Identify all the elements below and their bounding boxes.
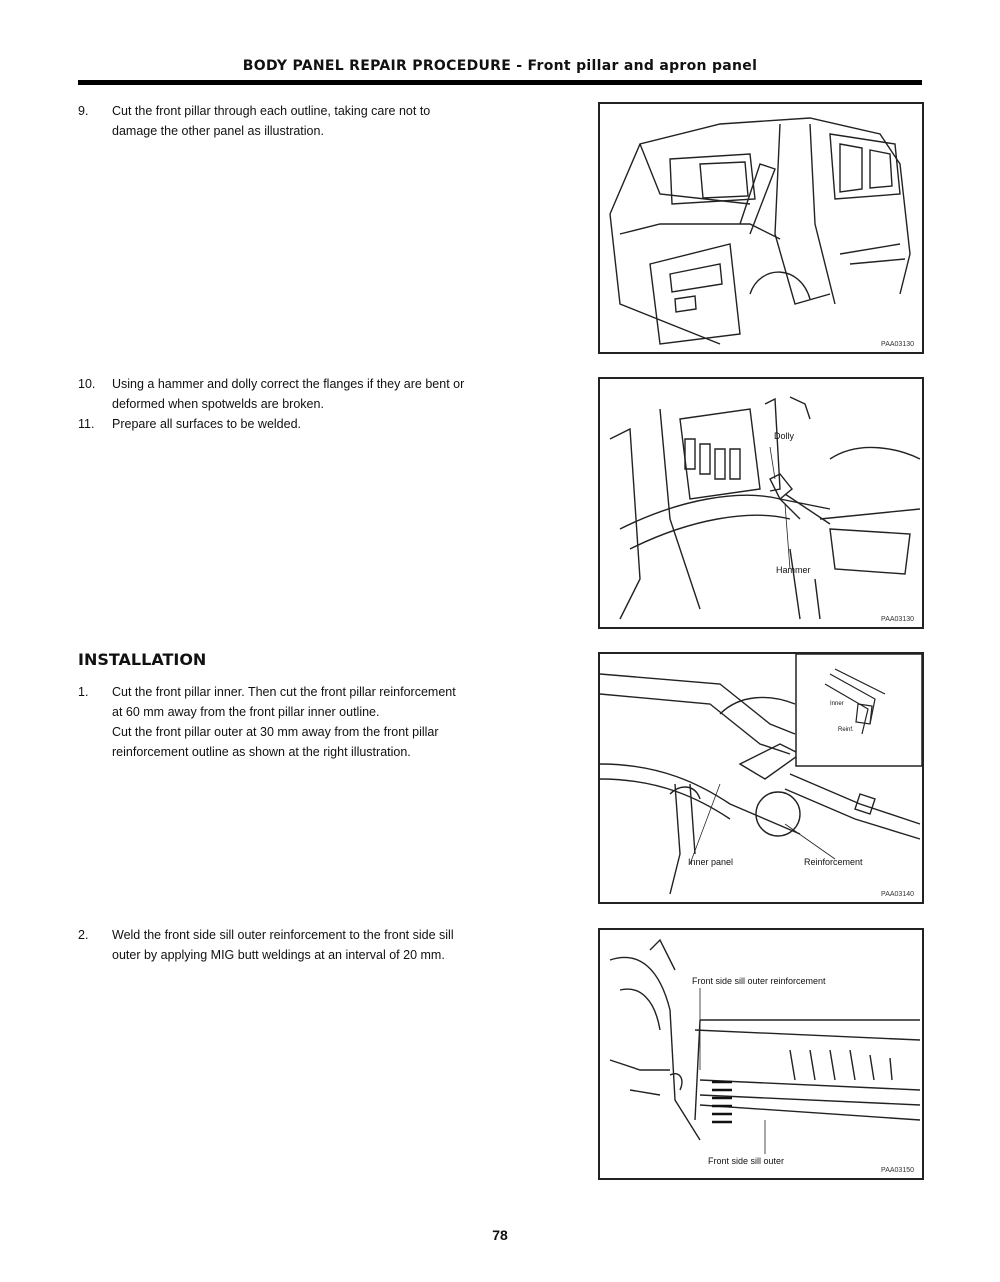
label-inner-panel: Inner panel (688, 857, 734, 867)
header-rule (78, 80, 922, 85)
step-number: 11. (78, 417, 95, 431)
step-number: 10. (78, 377, 96, 391)
page-number: 78 (492, 1227, 508, 1243)
step-10 (78, 374, 568, 414)
figure-van-body-cut (598, 102, 924, 354)
front-side-sill-illustration (600, 930, 922, 1178)
step-text-line: Cut the front pillar inner. Then cut the front pillar reinforcement (112, 685, 456, 699)
step-11 (78, 414, 558, 434)
figure-id: PAA03150 (881, 1167, 914, 1174)
step-number: 1. (78, 685, 89, 699)
label-front-side-sill-outer-reinforcement: Front side sill outer reinforcement (692, 976, 826, 986)
inset-label-reinf: Reinf. (838, 727, 854, 733)
figure-front-side-sill (598, 928, 924, 1180)
figure-id: PAA03130 (881, 616, 914, 623)
inset-label-inner: Inner (830, 701, 844, 707)
figure-id: PAA03130 (881, 341, 914, 348)
step-text-line: Cut the front pillar through each outline, taking care not to (112, 104, 431, 118)
step-text-line: at 60 mm away from the front pillar inner outline. (112, 705, 380, 719)
step-text-line: deformed when spotwelds are broken. (112, 397, 324, 411)
page-header-title: BODY PANEL REPAIR PROCEDURE - Front pillar and apron panel (242, 58, 758, 74)
pillar-reinforcement-illustration (600, 654, 922, 902)
installation-step-1 (78, 682, 568, 762)
step-text-line: outer by applying MIG butt weldings at an interval of 20 mm. (112, 948, 445, 962)
step-text-line: Prepare all surfaces to be welded. (112, 417, 301, 431)
step-text-line: Using a hammer and dolly correct the flanges if they are bent or (112, 377, 465, 391)
step-number: 9. (78, 104, 89, 118)
step-9 (78, 101, 558, 141)
van-body-illustration (600, 104, 922, 352)
installation-heading: INSTALLATION (78, 650, 207, 669)
step-text-line: Cut the front pillar outer at 30 mm away from the front pillar (112, 725, 439, 739)
label-reinforcement: Reinforcement (804, 857, 863, 867)
step-text-line: Weld the front side sill outer reinforcement to the front side sill (112, 928, 454, 942)
label-front-side-sill-outer: Front side sill outer (708, 1156, 785, 1166)
installation-step-2 (78, 925, 568, 965)
label-hammer: Hammer (776, 565, 811, 575)
figure-id: PAA03140 (881, 891, 914, 898)
step-text-line: damage the other panel as illustration. (112, 124, 324, 138)
step-number: 2. (78, 928, 89, 942)
hammer-dolly-illustration (600, 379, 922, 627)
figure-hammer-dolly (598, 377, 924, 629)
figure-inner-reinforcement (598, 652, 924, 904)
step-text-line: reinforcement outline as shown at the right illustration. (112, 745, 411, 759)
label-dolly: Dolly (774, 431, 795, 441)
